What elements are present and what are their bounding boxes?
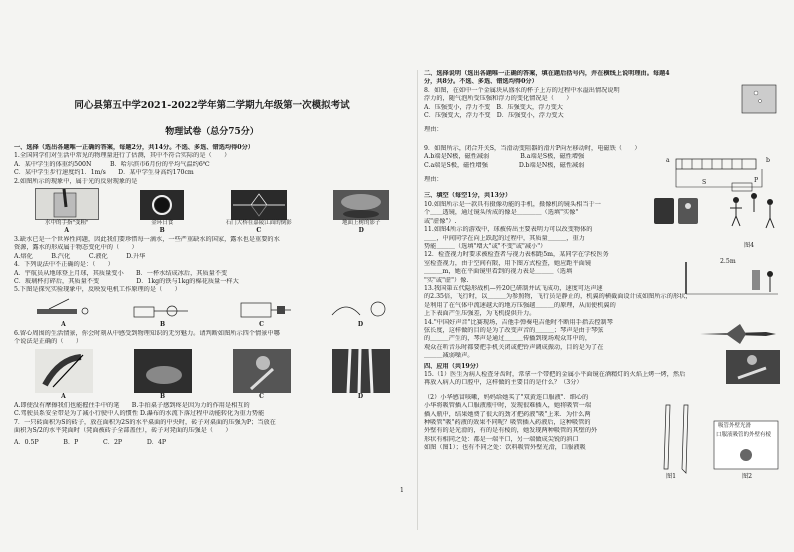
q2-letter-d: D [358, 227, 364, 235]
left-column [14, 0, 410, 552]
magnet-wire-diagram [29, 297, 99, 321]
q14-line: 弦长度，这样做的目的是为了改变声音的＿＿＿；琴声是由于琴弦 [424, 326, 604, 334]
exam-subtitle: 物理试卷（总分75分） [165, 127, 259, 137]
q2-letter-b: B [159, 227, 165, 235]
exam-title: 同心县第五中学2021-2022学年第二学期九年级第一次模拟考试 [74, 100, 350, 111]
question-6 [14, 330, 410, 419]
q7-options: A．0.5P B．P C．2P D．4P [14, 439, 167, 447]
coil-galvanometer-diagram [326, 297, 396, 321]
q4-line: C．玻璃杯打碎后，其质量不变 D．1kg的铁与1kg的棉花质量一样大 [14, 278, 239, 286]
q8-line: 浮力的，随气泡所受压强和浮力的变化情况是（ ） [424, 95, 573, 103]
q2-option-b [140, 190, 184, 234]
q6-line: 个说法是正确的（ ） [14, 338, 83, 346]
q13-line: 的2.35倍，飞行时，以＿＿＿为参照物，飞行员是静止的，机翼的横截面设计成如图所示的形状， [424, 293, 692, 301]
question-9 [424, 145, 786, 185]
section-4-heading: 四、应用（共19分） [424, 362, 483, 370]
eye-test-mirror-figure [682, 258, 782, 298]
q12-line: 室检查视力，由于空间有限，用下图方式检查，她应距平面镜 [424, 259, 592, 267]
q6-option-b [134, 349, 192, 400]
q15-line: 再放入病人的口腔中，这样做的主要目的是什么？（3分） [424, 379, 583, 387]
q9-reason-label: 理由： [424, 176, 443, 184]
q6-letter-c: C [259, 392, 264, 400]
right-column [424, 0, 786, 552]
q14-line: 的＿＿＿产生的，琴声是通过＿＿＿传播到现场观众耳中的， [424, 335, 592, 343]
q3-line: 资源，露水的形成属于物态变化中的（ ） [14, 244, 138, 252]
ridged-straw-caption: 口服液吸管的外壁有棱 [716, 431, 772, 438]
section-2-heading: 二、选择说明（选出各题唯一正确的答案，填在题后括号内，并在横线上说明理由。每题4 [424, 70, 670, 77]
generator-circuit-diagram [128, 297, 198, 321]
question-3 [14, 236, 410, 261]
q8-reason [424, 126, 786, 134]
q2-option-a [35, 188, 99, 234]
q5-letter-d: D [357, 320, 364, 328]
q15b-line: 如图（图1）；也有不同之处：饮料吸管外壁光滑，口服液吸 [424, 444, 586, 452]
section-4 [424, 362, 786, 480]
mirror-distance-label: 2.5m [720, 258, 736, 266]
q13-line: 是利用了在气体中流速越大的地方压强越＿＿＿的原理，从而使机翼的 [424, 301, 616, 309]
q15b-line: 小华将吸管插入口服液瓶中时，发现很难插入，她将吸管一端 [424, 402, 592, 410]
q11-line: ＿＿，中间同学在向上跃起的过程中，其质量＿＿＿，重力 [424, 234, 585, 242]
q8-line: A．压强变小，浮力不变 B．压强变大，浮力变大 [424, 103, 563, 111]
section-3-heading: 三、填空（每空1分，共13分） [424, 192, 512, 200]
q12-line: ＿＿＿m，她在平面镜里看到的视力表是＿＿＿（选填 [424, 268, 573, 276]
hand-on-table-image [134, 349, 192, 393]
solar-eclipse-image [140, 190, 184, 220]
section-2-heading: 分，共8分。不选、多选、错选均得0分） [424, 78, 538, 86]
q2-caption-d: 地面上树的影子 [341, 220, 381, 227]
q2-option-c [226, 190, 292, 234]
q1-line: C．某中学生步行速度约1．1m/s D．某中学生身高约170cm [14, 169, 194, 177]
q1-line: 1.全国同学们对生活中常见的物理量进行了估测，其中不符合实际的是（ ） [14, 152, 231, 160]
electromagnet-circuit-figure [662, 155, 782, 195]
straw-figures [656, 399, 784, 483]
hand-holding-pen-image [35, 349, 93, 393]
q8-line: 8．如图，在如中一个金属块从盛水的杯子上方的过程中水溢出情况说明 [424, 86, 620, 94]
q8-line: C．压强变大，浮力不变 D．压强变小，浮力变大 [424, 112, 564, 120]
q12-line: "实"或"虚"）像. [424, 276, 469, 284]
q6-option-d [332, 349, 390, 400]
q5-letter-c: C [259, 320, 264, 328]
q2-letter-a: A [64, 227, 70, 235]
bridge-reflection-image [231, 190, 287, 220]
q6-options-line: C.驾驶员系安全带是为了减小行驶中人的惯性 D.瀑布的水流下落过程中动能转化为重力势能 [14, 410, 265, 418]
q6-option-c [233, 349, 291, 400]
smooth-straw-caption: 吸管外壁光滑 [718, 422, 752, 429]
q6-letter-d: D [357, 392, 364, 400]
q9-line: C.a端是S极，磁性增强 D.b端是N极，磁性减弱 [424, 161, 585, 169]
camera-phone-figure [652, 196, 702, 226]
bubble-in-water-figure [738, 81, 782, 115]
q11-line: 势能＿＿＿（选填"增大"或"不变"或"减小"） [424, 242, 547, 250]
q14-line: 14."中国好声音"比赛现场，吉他手弹奏电吉他时不断用手指去控制琴 [424, 318, 613, 326]
circuit-label-a: a [666, 156, 670, 164]
question-4 [14, 261, 410, 286]
ball-passing-game-figure [724, 192, 778, 232]
page-number: 1 [400, 487, 404, 494]
q15b-line: 种吸管"吸"药液的效果不同呢？吸管插入药液后，这种吸管的 [424, 419, 591, 427]
figure-2-label: 图2 [742, 472, 753, 480]
q10-line: 10.如图所示是一款具有摄像功能的手机，摄像机的镜头相当于一 [424, 200, 601, 208]
q2-stem: 2.如图所示的现象中，属于光的反射现象的是 [14, 177, 138, 185]
seatbelt-driver-image [233, 349, 291, 393]
q2-option-d [333, 190, 389, 234]
q15b-line: 外壁有的是光滑的，有的是有棱的，她发现两种吸管的其壁的外 [424, 427, 598, 435]
q15-part-2 [424, 394, 644, 453]
q14-line: 观众在听音乐时都要把手机关闭或把铃声调成振动，目的是为了在 [424, 343, 604, 351]
q6-line: 6.留心周围的生活情景，你会时刻从中感受到物理知识的无穷魅力。请判断如图所示四个情景中哪 [14, 329, 280, 337]
q10-line: 或"虚像"）. [424, 217, 457, 225]
q15b-line: 形状有相同之处：都是一端平口，另一端做成尖锐的斜口 [424, 435, 579, 443]
q14-line: ＿＿＿减弱噪声。 [424, 352, 474, 360]
circuit-label-b: b [766, 156, 770, 164]
tree-shadow-image [333, 190, 389, 220]
q15-line: 15.（1）医生为病人检查牙齿时，常拿一个带把的金属小平面镜在酒精灯的火焰上烤一烤，然后 [424, 371, 686, 378]
question-2 [14, 178, 410, 234]
q6-letter-b: B [159, 392, 166, 400]
q5-stem: 5.下图是探究实验现象中，反映发电机工作原理的是（ ） [14, 286, 181, 294]
electromagnet-diagram [227, 297, 297, 321]
q6-letter-a: A [61, 392, 66, 400]
section-3 [424, 192, 786, 360]
section-1-heading: 一、选择（选出各题唯一正确的答案，每题2分，共14分。不选、多选、错选均得0分） [14, 144, 254, 151]
figure-4-label: 图4 [744, 242, 755, 250]
q7-line: 7．一只砖面积为S的砖子，放在面积为2S的水平桌面的中央时，砖子对桌面的压强为P；当放在 [14, 418, 276, 426]
q9-line: A.b端是N极，磁性减弱 B.a端是S极，磁性增强 [424, 153, 585, 161]
q2-caption-c: 石门大桥在嘉陵江面的倒影 [225, 220, 292, 227]
circuit-label-s: S [702, 178, 707, 186]
question-1 [14, 152, 410, 177]
q8-reason-label: 理由： [424, 126, 443, 134]
q6-options-line: A.即使没有摩擦我们也能握住手中的笔 B.手拍桌子感到疼是因为力的作用是相互的 [14, 401, 250, 409]
q5-option-b [128, 297, 198, 328]
column-divider [417, 70, 418, 530]
q15b-line: （2）小华感冒咳嗽，妈妈给她买了"双黄连口服液"．细心的 [424, 393, 589, 401]
section-2 [424, 70, 786, 87]
q9-line: 9．如图所示，闭合开关S，当滑动变阻器的滑片P向左移动时，电磁铁（ ） [424, 144, 641, 152]
q12-line: 12．检查视力时要求被检查者与视力表相距5m，某同学在学校医务 [424, 251, 609, 259]
question-7 [14, 419, 410, 448]
q4-line: A．宇航员从地球登上月球，其质量变小 B．一杯水结成冰后，其质量不变 [14, 269, 228, 277]
q15b-line: 插入瓶中，结果她费了很大的劲才把药液"吸"上来．为什么两 [424, 410, 591, 418]
q5-option-c [227, 297, 297, 328]
q1-line: A．某中学生的体重约500N B．哈尔滨市6月份的平均气温约6℃ [14, 160, 210, 168]
q5-option-a [29, 297, 99, 328]
finger-in-water-image [35, 188, 99, 220]
circuit-label-p: P [754, 176, 759, 184]
q6-image-row [14, 349, 410, 400]
q5-option-d [326, 297, 396, 328]
waterfall-image [332, 349, 390, 393]
q10-line: 个＿＿透镜，通过镜头所成的像是＿＿＿＿（选填"实像" [424, 209, 579, 217]
q5-letter-a: A [61, 320, 66, 328]
q4-line: 4．下列说法中不正确的是：（ ） [14, 261, 114, 269]
q13-line: 13.我国第五代隐形战机—歼20已研制并试飞成功，速度可达声速 [424, 284, 603, 292]
q2-caption-b: 金环日食 [151, 220, 174, 227]
figure-1-label: 图1 [666, 472, 677, 480]
q5-image-row [14, 297, 410, 328]
q13-line: 上下表面产生压强差，为飞机提供升力。 [424, 310, 536, 318]
question-8 [424, 87, 786, 135]
q2-letter-c: C [256, 227, 262, 235]
q3-line: A.熔化 B.汽化 C.液化 D.升华 [14, 252, 146, 260]
q3-line: 3.缺水已是一个世界性问题，因此我们要珍惜每一滴水，一些严重缺水的国家，露水也是重要的水 [14, 236, 280, 244]
q7-line: 面积为S/2的水平凳面时（凳面被砖子全部盖住），砖子对凳面的压强是（ ） [14, 426, 232, 434]
q5-letter-b: B [159, 320, 166, 328]
q6-option-a [35, 349, 93, 400]
q11-line: 11.如图4所示的游戏中，球被传出主要表明力可以改变物体的 [424, 226, 593, 234]
question-5 [14, 286, 410, 327]
q2-caption-a: 水中的手指"变粗" [44, 220, 89, 227]
j20-fighter-figure [696, 320, 780, 346]
q2-image-row [14, 188, 410, 234]
